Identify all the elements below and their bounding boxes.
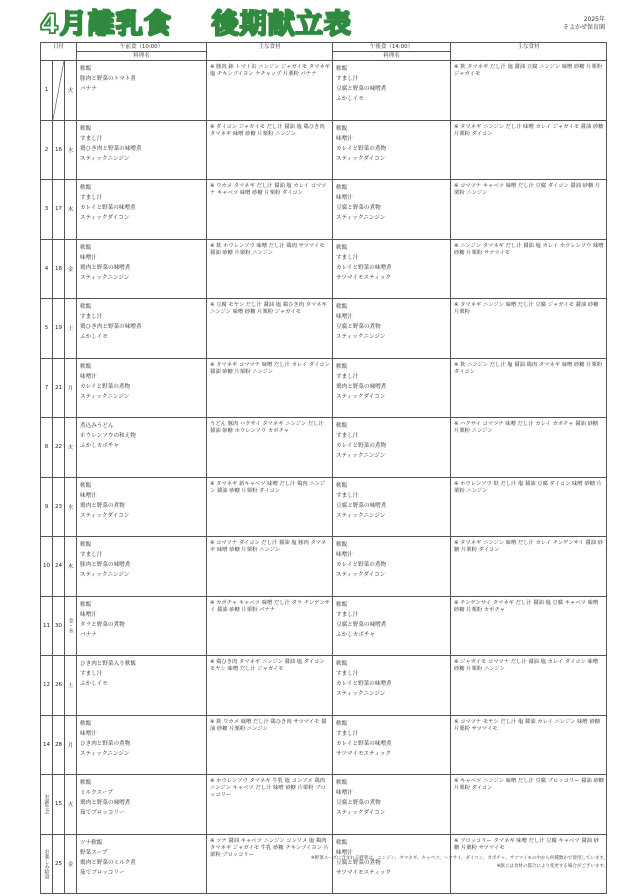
table-row — [41, 239, 607, 299]
lunch-dishes — [77, 537, 207, 597]
dish-item: 鶏肉と野菜の煮物 — [80, 502, 125, 509]
lunch-ingredients: ※ コマツナ ダイコン だし汁 醤油 塩 豚肉 タマネギ 味噌 砂糖 片栗粉 ニンジン — [207, 537, 333, 597]
dish-item: 軟飯 — [336, 125, 348, 132]
row-weekday: 土 — [65, 299, 77, 359]
lunch-dishes — [77, 299, 207, 359]
dish-item: すまし汁 — [336, 254, 359, 261]
school-name: そよかぜ保育園 — [562, 24, 605, 31]
row-weekday: 木 — [65, 537, 77, 597]
row-date: 23 — [53, 477, 65, 537]
dish-item: ふかしカボチャ — [80, 443, 120, 449]
lunch-dishes — [77, 120, 207, 180]
dish-item: サツマイモスティック — [336, 869, 391, 876]
dish-item: 軟飯 — [80, 482, 92, 489]
dish-item: 軟飯 — [336, 66, 348, 72]
lunch-ingredients: ※ 豆腐 モヤシ だし汁 醤油 塩 鶏ひき肉 タマネギ ニンジン 味噌 砂糖 片栗粉 ジャガイモ — [207, 299, 333, 359]
footer-note-2: ※献立は食材の都合により変更する場合がございます。 — [496, 864, 608, 869]
lunch-dishes — [77, 775, 207, 835]
dish-item: すまし汁 — [80, 195, 103, 201]
dish-item: スティックニンジン — [80, 274, 130, 281]
dish-item: スティックニンジン — [80, 393, 130, 400]
row-weekday: 火 — [65, 775, 77, 835]
lunch-dishes — [77, 715, 207, 775]
dish-item: カレイと野菜の煮物 — [336, 145, 387, 152]
dish-item: スティックダイコン — [336, 810, 386, 816]
row-event: お楽しみ給食 — [43, 848, 50, 879]
row-weekday: 木 — [65, 180, 77, 240]
menu-rows — [41, 61, 607, 894]
row-date: 18 — [53, 239, 65, 299]
dish-item: カレイと野菜の味噌煮 — [336, 740, 392, 747]
snack-dishes — [333, 358, 451, 418]
dish-item: カレイと野菜の煮物 — [336, 562, 387, 568]
dish-item: 軟飯 — [336, 601, 348, 608]
dish-item: 野菜スープ — [80, 849, 108, 856]
lunch-ingredients: ※ 麸 ワカメ 味噌 だし汁 鶏ひき肉 サツマイモ 醤油 砂糖 片栗粉 ニンジン — [207, 715, 333, 775]
lunch-dishes — [77, 596, 207, 656]
dish-item: スティックダイコン — [336, 393, 386, 400]
dish-item: スティックニンジン — [336, 691, 386, 697]
dish-item: 鶏肉と野菜の味噌煮 — [80, 800, 131, 806]
snack-ingredients: ※ コマツナ モヤシ だし汁 塩 醤油 カレイ ニンジン 味噌 砂糖 片栗粉 サツマイモ — [451, 715, 607, 775]
lunch-dishes — [77, 656, 207, 716]
row-index: 10 — [41, 537, 53, 597]
dish-item: 味噌汁 — [80, 730, 97, 737]
dish-item: 味噌汁 — [336, 790, 353, 796]
dish-item: 軟飯 — [80, 244, 92, 251]
snack-dishes — [333, 477, 451, 537]
dish-item: ひき肉と野菜の煮物 — [80, 740, 131, 747]
row-index: 7 — [41, 358, 53, 418]
snack-ingredients: ※ ジャガイモ コマツナ だし汁 醤油 塩 カレイ ダイコン 味噌 砂糖 片栗粉 ニンジン — [451, 656, 607, 716]
slash-mark — [53, 61, 64, 120]
table-row — [41, 61, 607, 121]
row-weekday: 水 — [65, 477, 77, 537]
header-snack: 午後食（14:00） — [333, 43, 451, 52]
snack-ingredients: ※ ホウレンソウ 麸 だし汁 塩 醤油 豆腐 ダイコン 味噌 砂糖 片栗粉 ニンジン — [451, 477, 607, 537]
dish-item: 軟飯 — [80, 363, 92, 370]
table-row — [41, 775, 607, 835]
dish-item: 味噌汁 — [336, 552, 353, 558]
dish-item: タラと野菜の煮物 — [80, 621, 125, 628]
lunch-ingredients: うどん 豚肉 ハクサイ タマネギ ニンジン だし汁 醤油 砂糖 ホウレンソウ カボチャ — [207, 418, 333, 478]
lunch-dishes — [77, 61, 207, 121]
snack-ingredients: ※ タマネギ ニンジン だし汁 味噌 カレイ ジャガイモ 醤油 砂糖 片栗粉 ダイコン — [451, 120, 607, 180]
row-date: 17 — [53, 180, 65, 240]
snack-ingredients: ※ タマネギ ニンジン 味噌 だし汁 カレイ チンゲンサイ 醤油 砂糖 片栗粉 ダイコン — [451, 537, 607, 597]
table-row — [41, 477, 607, 537]
table-row — [41, 656, 607, 716]
snack-ingredients: ※ 麸 ニンジン だし汁 塩 醤油 鶏肉 タマネギ 味噌 砂糖 片栗粉 ダイコン — [451, 358, 607, 418]
table-row — [41, 358, 607, 418]
snack-dishes — [333, 239, 451, 299]
row-weekday: 金 — [65, 239, 77, 299]
dish-item: ミルクスープ — [80, 790, 113, 796]
dish-item: 鶏肉と野菜の味噌煮 — [336, 383, 387, 390]
footer-note-1: ※野菜スープに含まれる野菜は、ニンジン、タマネギ、キャベツ、ハクサイ、ダイコン、カボチャ、サツマイモの中から何種類かで使用しています。 — [310, 856, 608, 861]
snack-ingredients: ※ コマツナ キャベツ 味噌 だし汁 豆腐 ダイコン 醤油 砂糖 片栗粉 ニンジン — [451, 180, 607, 240]
dish-item: サツマイモスティック — [336, 750, 391, 757]
dish-item: すまし汁 — [80, 314, 103, 320]
dish-item: スティックニンジン — [80, 155, 130, 162]
dish-item: すまし汁 — [336, 373, 359, 380]
weekday-label: 金・水 — [67, 618, 74, 634]
menu-table — [40, 42, 607, 894]
row-index: 1 — [41, 61, 53, 121]
dish-item: スティックダイコン — [336, 572, 386, 578]
row-date: 24 — [53, 537, 65, 597]
row-index: 12 — [41, 656, 53, 716]
dish-item: 鶏ひき肉と野菜の味噌煮 — [80, 145, 142, 152]
dish-item: 軟飯 — [80, 185, 92, 191]
dish-item: 味噌汁 — [80, 254, 97, 261]
dish-item: すまし汁 — [336, 76, 359, 82]
row-weekday: 火 — [65, 418, 77, 478]
dish-item: 軟飯 — [336, 423, 348, 429]
dish-item: 軟飯 — [336, 661, 348, 667]
page-title — [40, 4, 520, 38]
dish-item: すまし汁 — [80, 135, 103, 142]
header-snack-ingredients: 主な食材 — [451, 43, 607, 61]
dish-item: 茹でブロッコリー — [80, 810, 125, 816]
dish-item: 軟飯 — [336, 304, 348, 310]
dish-item: 味噌汁 — [336, 849, 353, 856]
dish-item: スティックニンジン — [336, 453, 386, 459]
lunch-ingredients: ※ ホウレンソウ タマネギ 牛乳 塩 コンソメ 鶏肉 ニンジン キャベツ だし汁 味噌 砂糖 片栗粉 ブロッコリー — [207, 775, 333, 835]
snack-ingredients: ※ ハクサイ コマツナ 味噌 だし汁 カレイ カボチャ 醤油 砂糖 片栗粉 ニンジン — [451, 418, 607, 478]
snack-ingredients: ※ ブロッコリー タマネギ 味噌 だし汁 豆腐 キャベツ 醤油 砂糖 片栗粉 サツマイモ — [451, 834, 607, 894]
lunch-ingredients: ※ ツナ 醤油 キャベツ ニンジン コンソメ 塩 鶏肉 タマネギ ジャガイモ 牛乳 砂糖 チキンブイヨン 片栗粉 ブロッコリー — [207, 834, 333, 894]
snack-dishes — [333, 656, 451, 716]
dish-item: 軟飯 — [336, 185, 348, 191]
dish-item: ふかしイモ — [80, 681, 108, 687]
snack-dishes — [333, 120, 451, 180]
dish-item: スティックダイコン — [336, 155, 386, 162]
dish-item: カレイと野菜の味噌煮 — [336, 264, 392, 271]
title-part2: 後期献立表 — [211, 8, 352, 40]
dish-item: 鶏肉と野菜の味噌煮 — [80, 264, 131, 271]
dish-item: 軟飯 — [80, 720, 92, 727]
snack-dishes — [333, 61, 451, 121]
header-day: 日付 — [41, 43, 77, 61]
dish-item: 味噌汁 — [80, 373, 97, 380]
row-date: 21 — [53, 358, 65, 418]
dish-item: 軟飯 — [336, 363, 348, 370]
dish-item: 味噌汁 — [336, 135, 353, 142]
dish-item: ふかしカボチャ — [336, 631, 376, 638]
table-row — [41, 299, 607, 359]
dish-item: 鶏肉と野菜のミルク煮 — [80, 859, 136, 866]
dish-item: 軟飯 — [336, 720, 348, 727]
dish-item: 茹でブロッコリー — [80, 869, 125, 876]
dish-item: サツマイモスティック — [336, 274, 391, 281]
dish-item: バナナ — [80, 631, 97, 638]
dish-item: 豆腐と野菜の味噌煮 — [336, 502, 387, 509]
snack-dishes — [333, 537, 451, 597]
lunch-dishes — [77, 180, 207, 240]
dish-item: 味噌汁 — [336, 195, 353, 201]
dish-item: カレイと野菜の味噌煮 — [336, 681, 392, 687]
row-index — [41, 834, 53, 894]
dish-item: 味噌汁 — [80, 611, 97, 618]
dish-item: すまし汁 — [80, 552, 103, 558]
table-row — [41, 715, 607, 775]
row-date — [53, 61, 65, 121]
dish-item: 味噌汁 — [336, 314, 353, 320]
row-date: 30 — [53, 596, 65, 656]
table-row — [41, 120, 607, 180]
dish-item: 豆腐と野菜の煮物 — [336, 324, 381, 330]
dish-item: ツナ軟飯 — [80, 839, 103, 846]
snack-dishes — [333, 180, 451, 240]
lunch-dishes — [77, 418, 207, 478]
dish-item: カレイと野菜の煮物 — [80, 383, 131, 390]
lunch-ingredients: ※ カボチャ キャベツ 味噌 だし汁 タラ チンゲンサイ 醤油 砂糖 片栗粉 バナナ — [207, 596, 333, 656]
row-weekday: 月 — [65, 358, 77, 418]
snack-ingredients: ※ ニンジン タマネギ だし汁 醤油 塩 カレイ ホウレンソウ 味噌 砂糖 片栗粉 サツマイモ — [451, 239, 607, 299]
lunch-dishes — [77, 358, 207, 418]
row-weekday: 月 — [65, 715, 77, 775]
dish-item: ふかしイモ — [80, 334, 108, 340]
row-event: お誕生会 — [43, 794, 50, 815]
dish-item: スティックニンジン — [336, 215, 386, 221]
dish-item: 軟飯 — [336, 780, 348, 786]
snack-dishes — [333, 418, 451, 478]
lunch-dishes — [77, 477, 207, 537]
lunch-dishes — [77, 239, 207, 299]
row-index: 2 — [41, 120, 53, 180]
lunch-ingredients: ※ ワカメ タマネギ だし汁 醤油 塩 カレイ コマツナ キャベツ 味噌 砂糖 片栗粉 ダイコン — [207, 180, 333, 240]
dish-item: スティックダイコン — [80, 512, 130, 519]
dish-item: 豚肉と野菜のトマト煮 — [80, 76, 136, 82]
dish-item: 軟飯 — [336, 482, 348, 489]
snack-ingredients: ※ 麸 タマネギ だし汁 塩 醤油 豆腐 ニンジン 味噌 砂糖 片栗粉 ジャガイモ — [451, 61, 607, 121]
row-weekday: 水 — [65, 120, 77, 180]
dish-item: カレイと野菜の煮物 — [336, 443, 387, 449]
row-weekday: 金 — [65, 834, 77, 894]
dish-item: 軟飯 — [80, 601, 92, 608]
row-date: 16 — [53, 120, 65, 180]
row-date: 15 — [53, 775, 65, 835]
lunch-ingredients: ※ 豚肉 鉢 トマト缶 ニンジン ジャガイモ タマネギ 塩 チキンブイヨン ケチャップ 片栗粉 バナナ — [207, 61, 333, 121]
dish-item: 軟飯 — [80, 125, 92, 132]
table-row — [41, 537, 607, 597]
row-date: 26 — [53, 656, 65, 716]
dish-item: 鶏ひき肉と野菜の味噌煮 — [80, 324, 142, 330]
dish-item: スティックニンジン — [336, 334, 386, 340]
row-weekday — [65, 596, 77, 656]
dish-item: 豆腐と野菜の味噌煮 — [336, 86, 387, 92]
lunch-ingredients: ※ ダイコン ジャガイモ だし汁 醤油 塩 鶏ひき肉 タマネギ 味噌 砂糖 片栗粉 ニンジン — [207, 120, 333, 180]
dish-item: 軟飯 — [336, 542, 348, 548]
snack-ingredients: ※ チンゲンサイ タマネギ だし汁 醤油 塩 豆腐 キャベツ 味噌 砂糖 片栗粉 カボチャ — [451, 596, 607, 656]
dish-item: 豆腐と野菜の煮物 — [336, 859, 381, 866]
header-lunch-ingredients: 主な食材 — [207, 43, 333, 61]
dish-item: すまし汁 — [336, 492, 359, 499]
dish-item: 軟飯 — [80, 780, 92, 786]
snack-ingredients: ※ キャベツ ニンジン 味噌 だし汁 豆腐 ブロッコリー 醤油 砂糖 片栗粉 ダイコン — [451, 775, 607, 835]
dish-item: すまし汁 — [336, 433, 359, 439]
dish-item: 軟飯 — [80, 304, 92, 310]
row-weekday: 土 — [65, 656, 77, 716]
row-index — [41, 775, 53, 835]
dish-item: ひき肉と野菜入り軟飯 — [80, 661, 136, 667]
row-index: 11 — [41, 596, 53, 656]
dish-item: すまし汁 — [336, 671, 359, 677]
dish-item: バナナ — [80, 86, 97, 92]
dish-item: すまし汁 — [336, 730, 359, 737]
dish-item: ホウレンソウの和え物 — [80, 433, 136, 439]
row-index: 9 — [41, 477, 53, 537]
row-index: 3 — [41, 180, 53, 240]
row-index: 4 — [41, 239, 53, 299]
lunch-ingredients: ※ 鶏ひき肉 タマネギ ニンジン 醤油 塩 ダイコン モヤシ 味噌 だし汁 ジャガイモ — [207, 656, 333, 716]
dish-item: スティックニンジン — [80, 750, 130, 757]
dish-item: スティックダイコン — [80, 215, 130, 221]
dish-item: 軟飯 — [80, 66, 92, 72]
lunch-ingredients: ※ タマネギ コマツナ 味噌 だし汁 カレイ ダイコン 醤油 砂糖 片栗粉 ニンジン — [207, 358, 333, 418]
dish-item: カレイと野菜の味噌煮 — [80, 205, 136, 211]
dish-item: 豆腐と野菜の煮物 — [336, 800, 381, 806]
snack-dishes — [333, 775, 451, 835]
row-date: 25 — [53, 834, 65, 894]
header-snack-dishes: 料理名 — [333, 52, 451, 61]
dish-item: 豚肉と野菜の味噌煮 — [80, 562, 131, 568]
title-part1: 4月離乳食 — [40, 8, 172, 40]
header-lunch: 午前食（10:00） — [77, 43, 207, 52]
year-label: 2025年 — [583, 16, 605, 23]
dish-item: 軟飯 — [80, 542, 92, 548]
header-right — [563, 16, 605, 32]
dish-item: 軟飯 — [336, 839, 348, 846]
dish-item: すまし汁 — [336, 611, 359, 618]
dish-item: 豆腐と野菜の煮物 — [336, 205, 381, 211]
dish-item: すまし汁 — [80, 671, 103, 677]
footer-notes — [268, 855, 608, 871]
row-date: 28 — [53, 715, 65, 775]
snack-dishes — [333, 715, 451, 775]
row-index: 14 — [41, 715, 53, 775]
dish-item: 豆腐と野菜の味噌煮 — [336, 621, 387, 628]
dish-item: 煮込みうどん — [80, 423, 114, 429]
dish-item: 味噌汁 — [80, 492, 97, 499]
snack-dishes — [333, 596, 451, 656]
dish-item: 軟飯 — [336, 244, 348, 251]
row-weekday: 火 — [65, 61, 77, 121]
row-index: 8 — [41, 418, 53, 478]
dish-item: スティックニンジン — [80, 572, 130, 578]
table-row — [41, 180, 607, 240]
lunch-dishes — [77, 834, 207, 894]
snack-ingredients: ※ タマネギ ニンジン 味噌 だし汁 豆腐 ジャガイモ 醤油 砂糖 片栗粉 — [451, 299, 607, 359]
row-index: 5 — [41, 299, 53, 359]
table-row — [41, 418, 607, 478]
row-date: 22 — [53, 418, 65, 478]
lunch-ingredients: ※ タマネギ 新キャベツ 味噌 だし汁 鶏肉 ニンジン 醤油 砂糖 片栗粉 ダイコン — [207, 477, 333, 537]
dish-item: ふかしイモ — [336, 96, 364, 102]
snack-dishes — [333, 299, 451, 359]
row-date: 19 — [53, 299, 65, 359]
header-lunch-dishes: 料理名 — [77, 52, 207, 61]
lunch-ingredients: ※ 麸 ホウレンソウ 味噌 だし汁 鶏肉 サツマイモ 醤油 砂糖 片栗粉 ニンジン — [207, 239, 333, 299]
table-row — [41, 596, 607, 656]
dish-item: スティックニンジン — [336, 512, 386, 519]
